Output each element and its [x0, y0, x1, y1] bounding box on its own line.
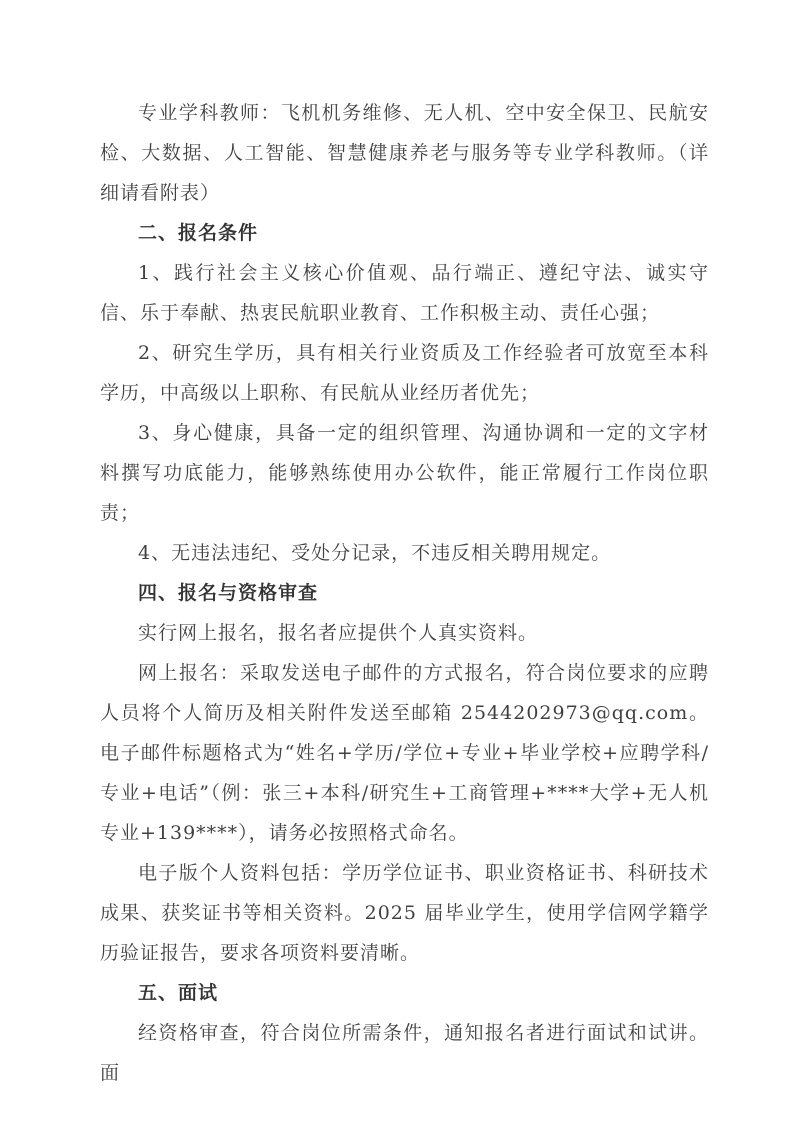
paragraph: 4、无违法违纪、受处分记录，不违反相关聘用规定。: [138, 542, 612, 564]
paragraph: 电子版个人资料包括：学历学位证书、职业资格证书、科研技术成果、获奖证书等相关资料。2025 届毕业学生，使用学信网学籍学历验证报告，要求各项资料要清晰。: [100, 862, 709, 964]
document-body: [100, 93, 709, 1093]
paragraph: 网上报名：采取发送电子邮件的方式报名，符合岗位要求的应聘人员将个人简历及相关附件发送至邮箱 2544202973@qq.com。电子邮件标题格式为“姓名+学历/学位+专业+毕业学校+应聘学科/专业+电话”（例：张三+本科/研究生+工商管理+****大学+无人机专业+139****），请务必按照格式命名。: [100, 662, 709, 844]
section-heading: 二、报名条件: [138, 222, 259, 244]
paragraph: 经资格审查，符合岗位所需条件，通知报名者进行面试和试讲。面: [100, 1022, 709, 1084]
paragraph: 1、践行社会主义核心价值观、品行端正、遵纪守法、诚实守信、乐于奉献、热衷民航职业教育、工作积极主动、责任心强；: [100, 262, 709, 324]
paragraph: 专业学科教师：飞机机务维修、无人机、空中安全保卫、民航安检、大数据、人工智能、智慧健康养老与服务等专业学科教师。（详细请看附表）: [100, 102, 709, 204]
paragraph: 3、身心健康，具备一定的组织管理、沟通协调和一定的文字材料撰写功底能力，能够熟练使用办公软件，能正常履行工作岗位职责；: [100, 422, 709, 524]
section-heading: 五、面试: [138, 982, 219, 1004]
paragraph: 实行网上报名，报名者应提供个人真实资料。: [138, 622, 539, 644]
section-heading: 四、报名与资格审查: [138, 582, 319, 604]
paragraph: 2、研究生学历，具有相关行业资质及工作经验者可放宽至本科学历，中高级以上职称、有民航从业经历者优先；: [100, 342, 709, 404]
